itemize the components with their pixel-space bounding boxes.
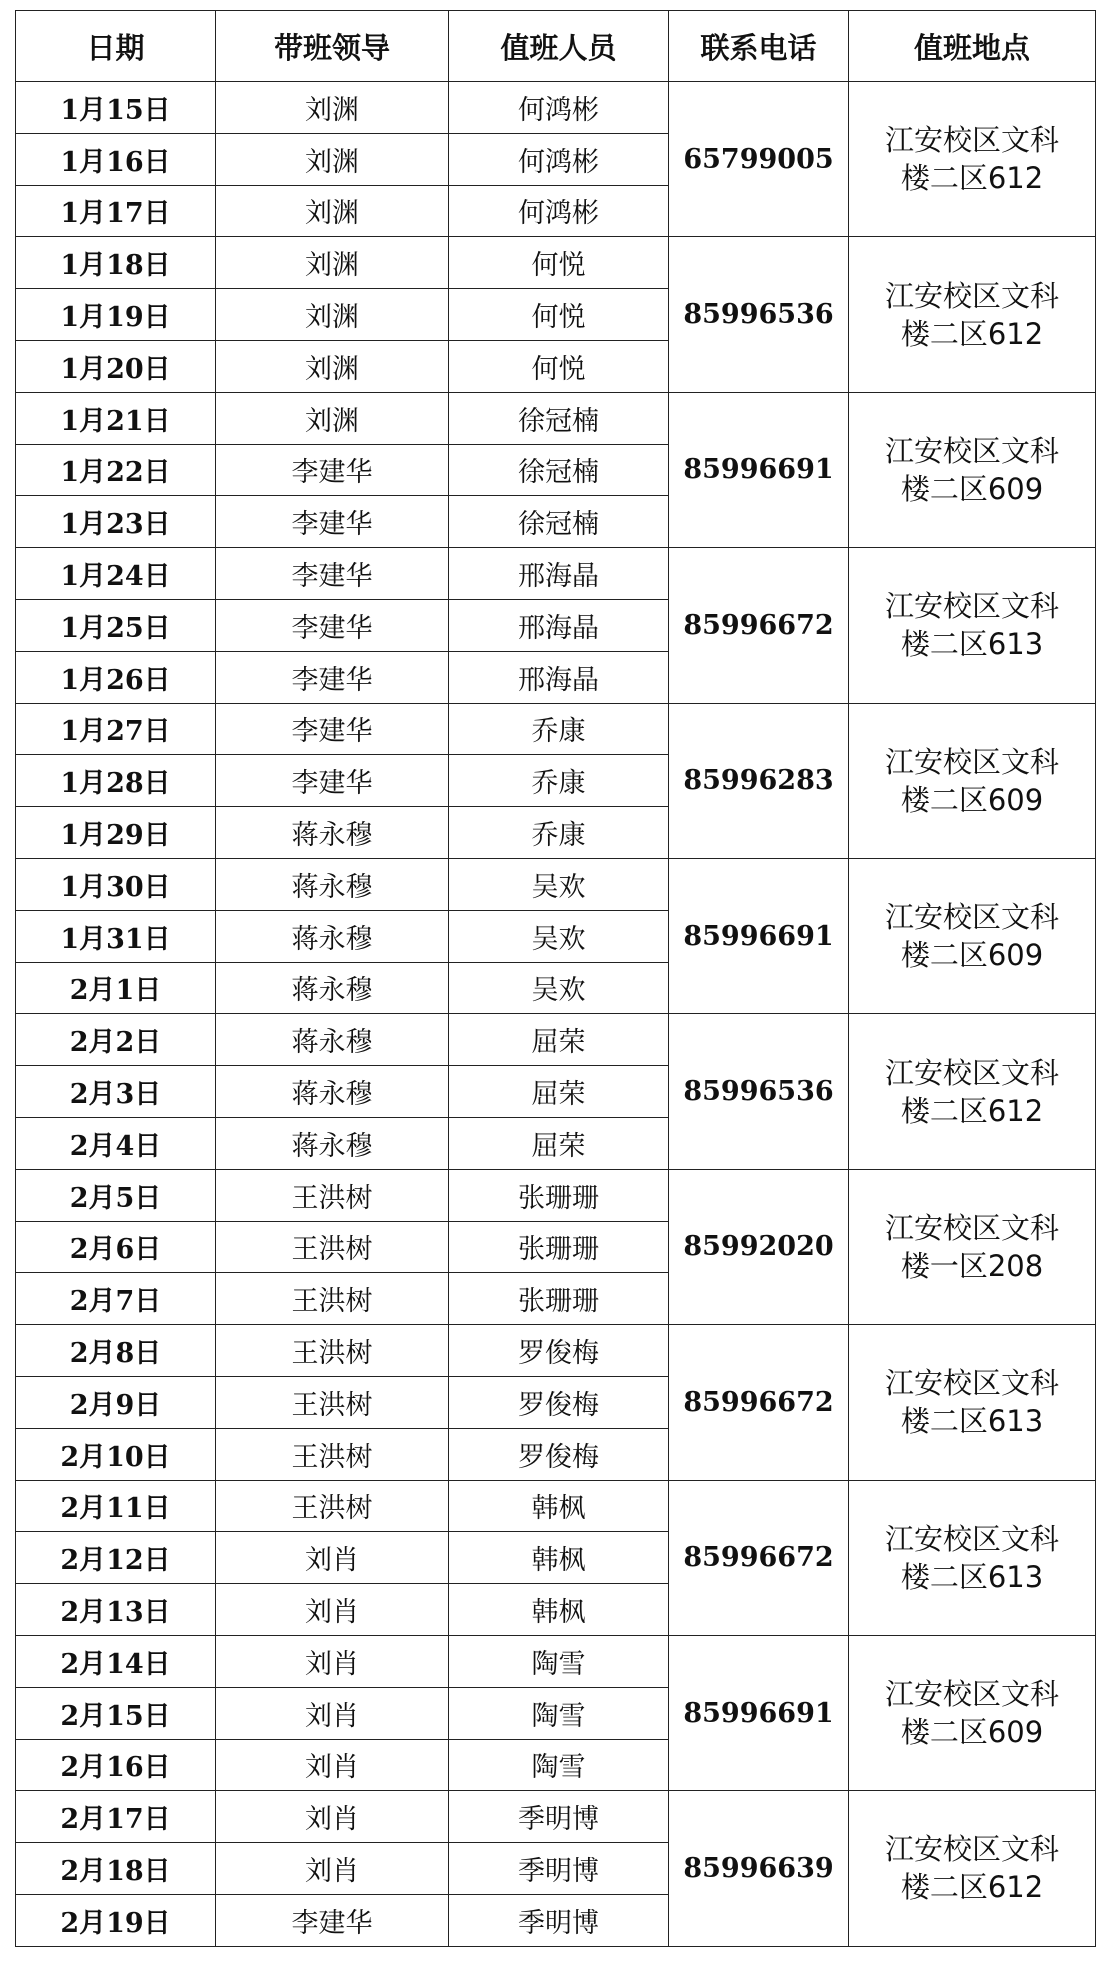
date-cell: 1月15日 [16,82,216,134]
leader-cell: 蒋永穆 [216,910,449,962]
staff-cell: 屈荣 [449,1066,669,1118]
phone-cell: 85996536 [669,1014,849,1169]
location-cell [849,703,1096,858]
staff-cell: 季明博 [449,1843,669,1895]
date-cell: 2月18日 [16,1843,216,1895]
location-cell [849,82,1096,237]
staff-cell: 邢海晶 [449,548,669,600]
leader-cell: 刘渊 [216,237,449,289]
staff-cell: 张珊珊 [449,1221,669,1273]
leader-cell: 蒋永穆 [216,1066,449,1118]
leader-cell: 刘肖 [216,1843,449,1895]
date-cell: 1月16日 [16,133,216,185]
staff-cell: 韩枫 [449,1480,669,1532]
location-line: 楼二区613 [900,627,1044,662]
phone-cell: 85996672 [669,1325,849,1480]
leader-cell: 李建华 [216,703,449,755]
leader-cell: 王洪树 [216,1325,449,1377]
leader-cell: 王洪树 [216,1273,449,1325]
table-row [16,703,1096,755]
header-row [16,11,1096,82]
leader-cell: 李建华 [216,496,449,548]
leader-cell: 刘肖 [216,1687,449,1739]
staff-cell: 陶雪 [449,1739,669,1791]
date-cell: 2月12日 [16,1532,216,1584]
date-cell: 2月14日 [16,1635,216,1687]
location-line: 楼二区609 [900,782,1044,817]
location-line: 江安校区文科 [884,278,1059,313]
date-cell: 2月13日 [16,1584,216,1636]
table-row [16,1791,1096,1843]
schedule-body [16,82,1096,1947]
date-cell: 2月4日 [16,1117,216,1169]
location-line: 江安校区文科 [884,900,1059,935]
date-cell: 1月18日 [16,237,216,289]
date-cell: 2月2日 [16,1014,216,1066]
staff-cell: 屈荣 [449,1014,669,1066]
location-cell [849,1169,1096,1324]
phone-cell: 85996691 [669,858,849,1013]
leader-cell: 蒋永穆 [216,807,449,859]
location-line: 江安校区文科 [884,1055,1059,1090]
location-line: 江安校区文科 [884,744,1059,779]
staff-cell: 邢海晶 [449,651,669,703]
location-line: 楼二区612 [900,1870,1044,1905]
date-cell: 2月15日 [16,1687,216,1739]
location-cell [849,858,1096,1013]
location-cell [849,392,1096,547]
leader-cell: 李建华 [216,444,449,496]
table-row [16,237,1096,289]
date-cell: 2月16日 [16,1739,216,1791]
date-cell: 1月21日 [16,392,216,444]
header-date: 日期 [16,11,216,82]
staff-cell: 何鸿彬 [449,82,669,134]
phone-cell: 85996536 [669,237,849,392]
date-cell: 2月19日 [16,1894,216,1946]
location-cell [849,1014,1096,1169]
phone-cell: 85996691 [669,1635,849,1790]
staff-cell: 吴欢 [449,962,669,1014]
staff-cell: 韩枫 [449,1532,669,1584]
staff-cell: 罗俊梅 [449,1428,669,1480]
leader-cell: 李建华 [216,755,449,807]
staff-cell: 吴欢 [449,858,669,910]
table-row [16,1014,1096,1066]
header-phone: 联系电话 [669,11,849,82]
leader-cell: 刘渊 [216,289,449,341]
location-line: 楼二区609 [900,1715,1044,1750]
staff-cell: 张珊珊 [449,1169,669,1221]
header-staff: 值班人员 [449,11,669,82]
phone-cell: 85996672 [669,548,849,703]
date-cell: 1月19日 [16,289,216,341]
staff-cell: 何悦 [449,340,669,392]
table-row [16,1480,1096,1532]
leader-cell: 李建华 [216,1894,449,1946]
leader-cell: 蒋永穆 [216,858,449,910]
location-line: 楼二区613 [900,1559,1044,1594]
leader-cell: 刘渊 [216,82,449,134]
date-cell: 2月5日 [16,1169,216,1221]
location-line: 楼二区609 [900,938,1044,973]
location-cell [849,1791,1096,1946]
date-cell: 2月8日 [16,1325,216,1377]
location-cell [849,1635,1096,1790]
location-line: 江安校区文科 [884,1832,1059,1867]
duty-schedule-table [15,10,1096,1947]
phone-cell: 85992020 [669,1169,849,1324]
phone-cell: 65799005 [669,82,849,237]
date-cell: 2月11日 [16,1480,216,1532]
staff-cell: 罗俊梅 [449,1376,669,1428]
table-row [16,858,1096,910]
location-line: 江安校区文科 [884,433,1059,468]
location-line: 江安校区文科 [884,589,1059,624]
location-line: 楼二区612 [900,1093,1044,1128]
location-line: 江安校区文科 [884,1210,1059,1245]
staff-cell: 季明博 [449,1791,669,1843]
staff-cell: 乔康 [449,807,669,859]
staff-cell: 徐冠楠 [449,392,669,444]
staff-cell: 韩枫 [449,1584,669,1636]
location-line: 楼一区208 [900,1248,1044,1283]
staff-cell: 屈荣 [449,1117,669,1169]
staff-cell: 陶雪 [449,1635,669,1687]
table-row [16,82,1096,134]
location-line: 楼二区612 [900,161,1044,196]
staff-cell: 何悦 [449,289,669,341]
location-line: 江安校区文科 [884,123,1059,158]
leader-cell: 王洪树 [216,1428,449,1480]
date-cell: 1月20日 [16,340,216,392]
leader-cell: 刘肖 [216,1635,449,1687]
leader-cell: 刘肖 [216,1791,449,1843]
staff-cell: 何悦 [449,237,669,289]
date-cell: 2月3日 [16,1066,216,1118]
staff-cell: 陶雪 [449,1687,669,1739]
date-cell: 2月9日 [16,1376,216,1428]
location-line: 江安校区文科 [884,1677,1059,1712]
staff-cell: 邢海晶 [449,599,669,651]
staff-cell: 张珊珊 [449,1273,669,1325]
location-line: 楼二区612 [900,316,1044,351]
phone-cell: 85996672 [669,1480,849,1635]
leader-cell: 李建华 [216,651,449,703]
date-cell: 1月30日 [16,858,216,910]
phone-cell: 85996691 [669,392,849,547]
date-cell: 1月27日 [16,703,216,755]
location-line: 楼二区613 [900,1404,1044,1439]
location-cell [849,237,1096,392]
staff-cell: 何鸿彬 [449,185,669,237]
leader-cell: 李建华 [216,599,449,651]
date-cell: 1月22日 [16,444,216,496]
date-cell: 2月10日 [16,1428,216,1480]
date-cell: 1月26日 [16,651,216,703]
date-cell: 1月24日 [16,548,216,600]
location-cell [849,548,1096,703]
leader-cell: 蒋永穆 [216,1117,449,1169]
leader-cell: 王洪树 [216,1480,449,1532]
header-location: 值班地点 [849,11,1096,82]
table-row [16,548,1096,600]
leader-cell: 蒋永穆 [216,962,449,1014]
staff-cell: 徐冠楠 [449,444,669,496]
staff-cell: 乔康 [449,703,669,755]
leader-cell: 蒋永穆 [216,1014,449,1066]
date-cell: 1月25日 [16,599,216,651]
leader-cell: 刘渊 [216,340,449,392]
date-cell: 1月17日 [16,185,216,237]
leader-cell: 李建华 [216,548,449,600]
header-leader: 带班领导 [216,11,449,82]
table-row [16,392,1096,444]
leader-cell: 刘肖 [216,1532,449,1584]
leader-cell: 刘肖 [216,1584,449,1636]
staff-cell: 何鸿彬 [449,133,669,185]
phone-cell: 85996283 [669,703,849,858]
leader-cell: 刘渊 [216,185,449,237]
staff-cell: 徐冠楠 [449,496,669,548]
location-cell [849,1480,1096,1635]
date-cell: 1月31日 [16,910,216,962]
date-cell: 2月17日 [16,1791,216,1843]
staff-cell: 季明博 [449,1894,669,1946]
date-cell: 2月1日 [16,962,216,1014]
table-row [16,1169,1096,1221]
leader-cell: 刘渊 [216,133,449,185]
date-cell: 1月29日 [16,807,216,859]
location-line: 江安校区文科 [884,1366,1059,1401]
leader-cell: 刘肖 [216,1739,449,1791]
leader-cell: 王洪树 [216,1376,449,1428]
date-cell: 1月23日 [16,496,216,548]
staff-cell: 乔康 [449,755,669,807]
table-row [16,1635,1096,1687]
date-cell: 2月7日 [16,1273,216,1325]
phone-cell: 85996639 [669,1791,849,1946]
staff-cell: 罗俊梅 [449,1325,669,1377]
date-cell: 1月28日 [16,755,216,807]
leader-cell: 王洪树 [216,1221,449,1273]
location-line: 楼二区609 [900,471,1044,506]
date-cell: 2月6日 [16,1221,216,1273]
table-row [16,1325,1096,1377]
location-cell [849,1325,1096,1480]
leader-cell: 刘渊 [216,392,449,444]
location-line: 江安校区文科 [884,1521,1059,1556]
staff-cell: 吴欢 [449,910,669,962]
leader-cell: 王洪树 [216,1169,449,1221]
